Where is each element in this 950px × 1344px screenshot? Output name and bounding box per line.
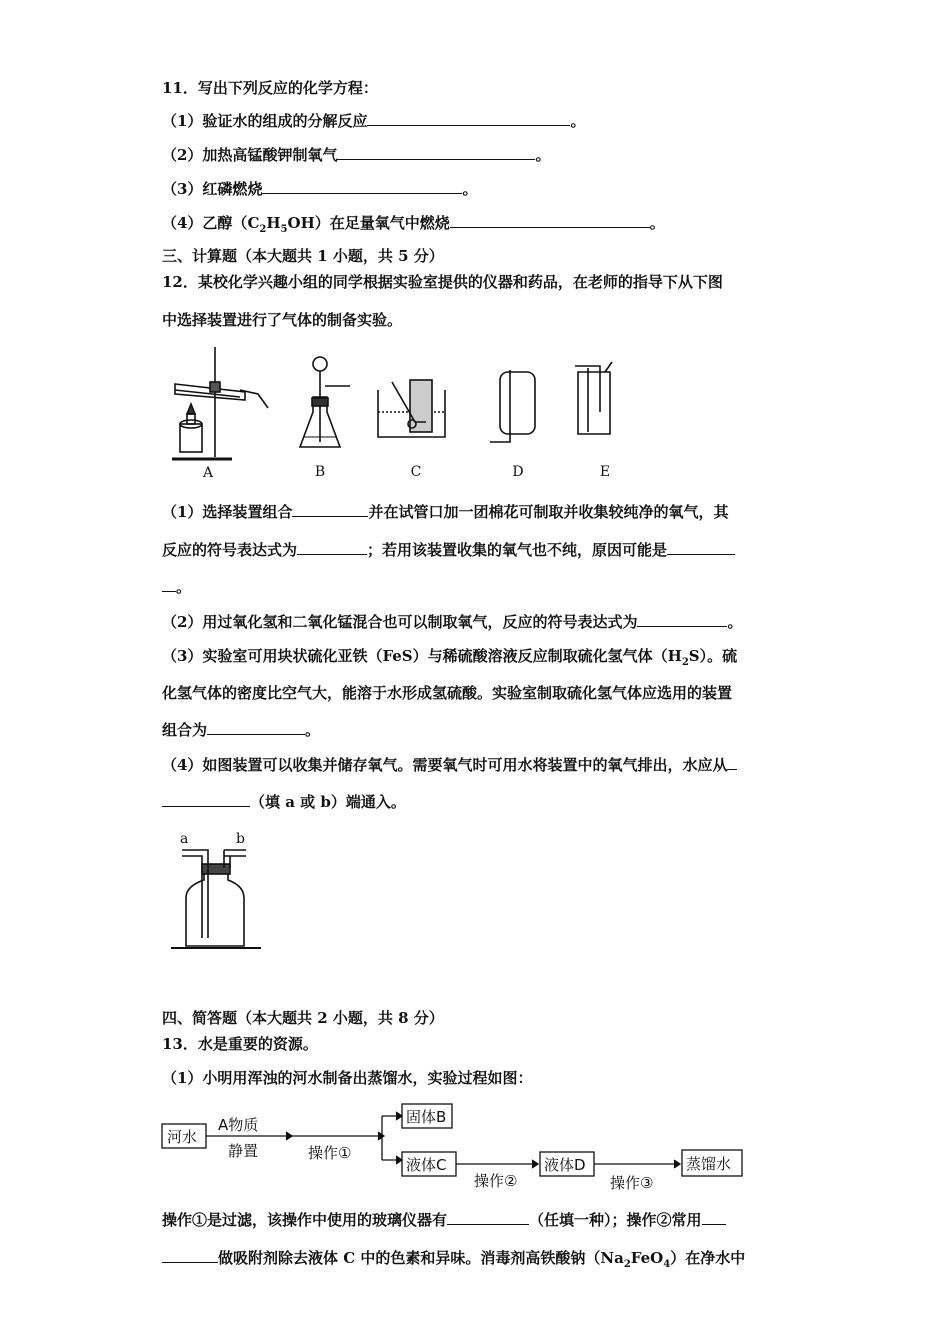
q11-part4-text: （4）乙醇$(C_2H_5OH)$在足量氧气中燃烧 [162,214,450,235]
period: 。 [462,180,478,198]
bottle-label-a: a [180,831,189,847]
q13-part1: （1）小明用浑浊的河水制备出蒸馏水，实验过程如图： [162,1069,533,1087]
answer-blank[interactable] [702,1210,726,1225]
q12-part1-line2 [162,540,735,560]
q11-part2 [162,145,550,165]
section3-heading: 三、计算题（本大题共 1 小题，共 5 分） [162,247,444,265]
q12-part1-line1 [162,502,728,522]
q12-part2-text: （2）用过氧化氢和二氧化锰混合也可以制取氧气，反应的符号表达式为 [162,613,638,631]
q12-part3-line2: 化氢气体的密度比空气大，能溶于水形成氢硫酸。实验室制取硫化氢气体应选用的装置 [162,684,733,702]
q12-part1-text-a: （1）选择装置组合 [162,503,293,521]
answer-blank[interactable] [162,792,250,807]
flow-solid-b: 固体B [406,1108,447,1126]
process-flow-diagram [160,1098,760,1198]
period: 。 [727,613,743,631]
answer-blank[interactable] [162,577,176,592]
period: 。 [305,721,321,739]
flow-op1: 操作① [308,1144,352,1162]
answer-blank[interactable] [297,540,367,555]
q12-part4-text-b: （填 a 或 b）端通入。 [250,793,406,811]
period: 。 [649,214,665,232]
q12-part4-line2 [162,792,406,812]
q13-answer-line1 [162,1210,726,1230]
q11-part1-text: （1）验证水的组成的分解反应 [162,112,368,130]
q12-part3-line1: （3）实验室可用块状硫化亚铁（FeS）与稀硫酸溶液反应制取硫化氢气体$(H_2S)$。硫 [162,647,738,668]
answer-blank[interactable] [367,111,570,126]
q12-part1-text-c: 反应的符号表达式为 [162,541,298,559]
q13-title: 13．水是重要的资源。 [162,1035,318,1053]
q11-part4 [162,213,665,233]
answer-blank[interactable] [667,540,735,555]
answer-blank[interactable] [292,502,368,517]
q12-part4-text: （4）如图装置可以收集并储存氧气。需要氧气时可用水将装置中的氧气排出，水应从 [162,756,728,774]
section4-heading: 四、简答题（本大题共 2 小题，共 8 分） [162,1009,444,1027]
q12-part2 [162,612,742,632]
answer-blank[interactable] [207,720,305,735]
q13-answer-text-b: （任填一种）；操作②常用 [529,1211,702,1229]
flow-river: 河水 [167,1128,198,1146]
flow-liquid-c: 液体C [406,1156,447,1174]
apparatus-label-e: E [599,464,611,480]
q13-answer-line2: 做吸附剂除去液体 C 中的色素和异味。消毒剂高铁酸钠$(Na_2FeO_4)$在净水中 [162,1248,745,1268]
bottle-label-b: b [236,831,245,847]
q12-part4-line1 [162,755,737,775]
gas-bottle-figure [166,828,266,953]
q12-part3-line3 [162,720,320,740]
apparatus-figure [160,342,640,482]
answer-blank[interactable] [637,612,727,627]
apparatus-label-c: C [410,464,422,480]
q12-part1-line3 [162,577,191,597]
period: 。 [535,146,551,164]
flow-step-top: A物质 [218,1116,259,1134]
q11-title: 11．写出下列反应的化学方程： [162,79,378,97]
apparatus-label-b: B [314,464,326,480]
apparatus-label-a: A [202,465,214,481]
apparatus-label-d: D [512,464,524,480]
flow-step-bottom: 静置 [228,1142,259,1160]
answer-blank[interactable] [337,145,535,160]
flow-op3: 操作③ [610,1174,654,1192]
answer-blank[interactable] [262,179,462,194]
period: 。 [570,112,586,130]
q12-part3-text: 组合为 [162,721,208,739]
flow-op2: 操作② [474,1172,518,1190]
q12-intro-line1: 12．某校化学兴趣小组的同学根据实验室提供的仪器和药品，在老师的指导下从下图 [162,273,723,291]
flow-distilled: 蒸馏水 [686,1155,732,1173]
answer-blank[interactable] [727,755,737,770]
answer-blank[interactable] [447,1210,529,1225]
q12-part1-text-b: 并在试管口加一团棉花可制取并收集较纯净的氧气，其 [368,503,729,521]
q12-part1-text-d: ；若用该装置收集的氧气也不纯，原因可能是 [367,541,668,559]
q11-part1 [162,111,585,131]
flow-liquid-d: 液体D [544,1156,586,1174]
q11-part3 [162,179,477,199]
period: 。 [176,578,192,596]
q12-intro-line2: 中选择装置进行了气体的制备实验。 [162,311,403,329]
answer-blank[interactable] [162,1248,218,1263]
q11-part3-text: （3）红磷燃烧 [162,180,263,198]
answer-blank[interactable] [450,213,650,228]
q11-part2-text: （2）加热高锰酸钾制氧气 [162,146,338,164]
q13-answer-text-a: 操作①是过滤，该操作中使用的玻璃仪器有 [162,1211,448,1229]
